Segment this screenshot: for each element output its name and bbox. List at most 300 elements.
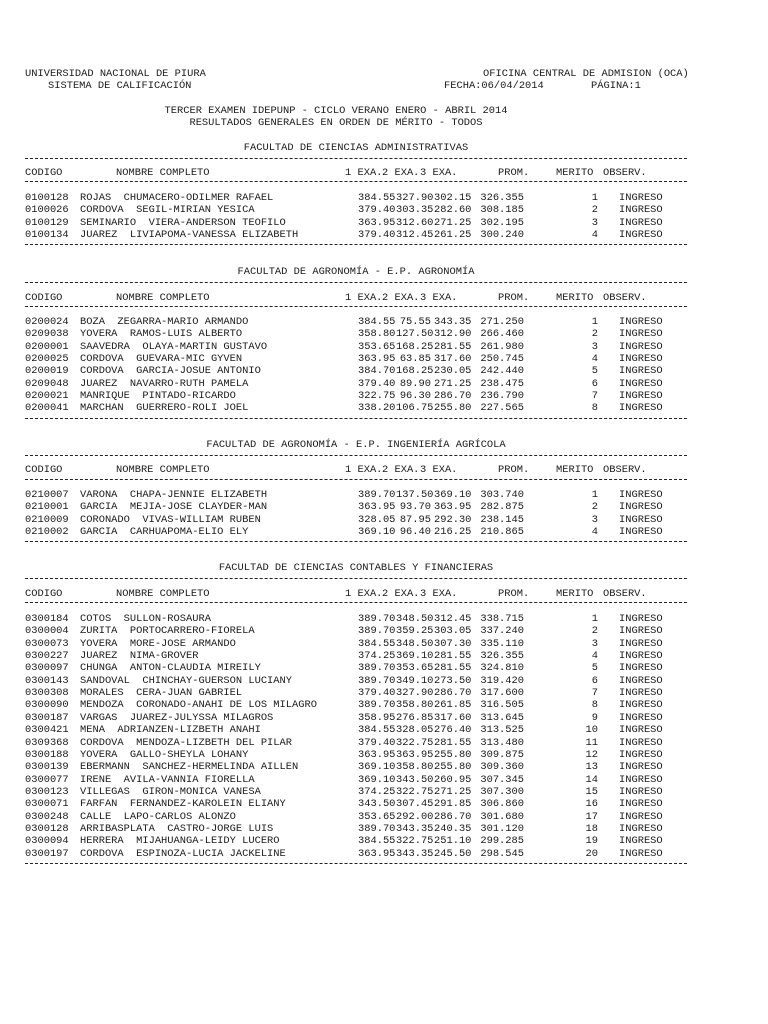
cell-name: GARCIA CARHUAPOMA-ELIO ELY bbox=[80, 526, 249, 539]
cell-e1: 363.95 bbox=[358, 748, 396, 761]
cell-name: HERRERA MIJAHUANGA-LEIDY LUCERO bbox=[80, 835, 280, 848]
cell-observ: INGRESO bbox=[619, 847, 663, 860]
column-header-e3: 3 EXA. bbox=[420, 588, 458, 600]
cell-e1: 379.40 bbox=[358, 204, 396, 217]
cell-code: 0300188 bbox=[25, 748, 69, 761]
cell-prom: 313.525 bbox=[480, 724, 524, 737]
cell-e3: 260.95 bbox=[434, 773, 472, 786]
cell-e3: 255.80 bbox=[434, 402, 472, 415]
cell-e3: 286.70 bbox=[434, 810, 472, 823]
cell-e3: 281.55 bbox=[434, 736, 472, 749]
cell-e2: 349.10 bbox=[396, 674, 434, 687]
cell-name: MORALES CERA-JUAN GABRIEL bbox=[80, 687, 243, 700]
cell-e2: 127.50 bbox=[396, 328, 434, 341]
cell-merito: 3 bbox=[591, 216, 598, 229]
cell-name: SAAVEDRA OLAYA-MARTIN GUSTAVO bbox=[80, 340, 268, 353]
cell-observ: INGRESO bbox=[619, 798, 663, 811]
cell-e1: 379.40 bbox=[358, 377, 396, 390]
cell-code: 0309368 bbox=[25, 736, 69, 749]
cell-e3: 281.55 bbox=[434, 340, 472, 353]
cell-e1: 384.70 bbox=[358, 365, 396, 378]
cell-prom: 250.745 bbox=[480, 353, 524, 366]
cell-merito: 2 bbox=[591, 501, 598, 514]
faculty-title: FACULTAD DE CIENCIAS CONTABLES Y FINANCIERAS bbox=[218, 562, 494, 574]
cell-observ: INGRESO bbox=[619, 613, 663, 625]
cell-observ: INGRESO bbox=[619, 748, 663, 761]
cell-e2: 359.25 bbox=[396, 625, 434, 638]
results-title: RESULTADOS GENERALES EN ORDEN DE MÉRITO - TODOS bbox=[189, 117, 483, 129]
cell-e2: 322.75 bbox=[396, 835, 434, 848]
cell-merito: 15 bbox=[585, 785, 598, 798]
cell-name: YOVERA RAMOS-LUIS ALBERTO bbox=[80, 328, 243, 341]
cell-e3: 307.30 bbox=[434, 637, 472, 650]
cell-code: 0209048 bbox=[25, 377, 69, 390]
cell-observ: INGRESO bbox=[619, 328, 663, 341]
cell-prom: 271.250 bbox=[480, 316, 524, 328]
cell-e1: 363.95 bbox=[358, 353, 396, 366]
dashed-divider bbox=[25, 578, 687, 579]
table-row bbox=[25, 625, 687, 637]
cell-e2: 75.55 bbox=[399, 316, 431, 328]
cell-prom: 302.195 bbox=[480, 216, 524, 229]
cell-code: 0300197 bbox=[25, 847, 69, 860]
cell-name: CALLE LAPO-CARLOS ALONZO bbox=[80, 810, 236, 823]
cell-merito: 2 bbox=[591, 328, 598, 341]
cell-name: CORONADO VIVAS-WILLIAM RUBEN bbox=[80, 513, 261, 526]
table-row bbox=[25, 217, 687, 229]
column-header-prom: PROM. bbox=[498, 464, 530, 476]
cell-e2: 168.25 bbox=[396, 365, 434, 378]
cell-e3: 276.40 bbox=[434, 724, 472, 737]
cell-merito: 9 bbox=[591, 711, 598, 724]
dashed-divider bbox=[25, 244, 687, 245]
cell-e1: 379.40 bbox=[358, 687, 396, 700]
dashed-divider bbox=[25, 306, 687, 307]
cell-observ: INGRESO bbox=[619, 192, 663, 204]
cell-e3: 255.80 bbox=[434, 761, 472, 774]
cell-prom: 266.460 bbox=[480, 328, 524, 341]
cell-e1: 374.25 bbox=[358, 785, 396, 798]
cell-e2: 96.30 bbox=[399, 390, 431, 403]
cell-code: 0300071 bbox=[25, 798, 69, 811]
cell-observ: INGRESO bbox=[619, 650, 663, 663]
cell-e2: 348.50 bbox=[396, 637, 434, 650]
dashed-divider bbox=[25, 181, 687, 182]
column-header-observ: OBSERV. bbox=[603, 464, 647, 476]
cell-code: 0100026 bbox=[25, 204, 69, 217]
cell-prom: 307.300 bbox=[480, 785, 524, 798]
cell-code: 0200041 bbox=[25, 402, 69, 415]
cell-e3: 230.05 bbox=[434, 365, 472, 378]
cell-e3: 261.25 bbox=[434, 229, 472, 242]
cell-merito: 1 bbox=[591, 489, 598, 501]
dashed-divider bbox=[25, 158, 687, 159]
cell-code: 0300073 bbox=[25, 637, 69, 650]
cell-merito: 11 bbox=[585, 736, 598, 749]
cell-observ: INGRESO bbox=[619, 810, 663, 823]
table-row bbox=[25, 489, 687, 501]
cell-name: MANRIQUE PINTADO-RICARDO bbox=[80, 390, 236, 403]
table-row bbox=[25, 526, 687, 538]
cell-merito: 6 bbox=[591, 377, 598, 390]
cell-prom: 307.345 bbox=[480, 773, 524, 786]
table-row bbox=[25, 662, 687, 674]
cell-observ: INGRESO bbox=[619, 365, 663, 378]
cell-code: 0300187 bbox=[25, 711, 69, 724]
cell-code: 0200025 bbox=[25, 353, 69, 366]
cell-prom: 236.790 bbox=[480, 390, 524, 403]
cell-code: 0300308 bbox=[25, 687, 69, 700]
cell-prom: 210.865 bbox=[480, 526, 524, 539]
column-header-e3: 3 EXA. bbox=[420, 292, 458, 304]
cell-merito: 4 bbox=[591, 526, 598, 539]
cell-merito: 5 bbox=[591, 365, 598, 378]
table-row bbox=[25, 650, 687, 662]
cell-prom: 282.875 bbox=[480, 501, 524, 514]
cell-e2: 327.90 bbox=[396, 687, 434, 700]
cell-e2: 307.45 bbox=[396, 798, 434, 811]
table-row bbox=[25, 774, 687, 786]
cell-e2: 276.85 bbox=[396, 711, 434, 724]
column-header-observ: OBSERV. bbox=[603, 292, 647, 304]
cell-observ: INGRESO bbox=[619, 353, 663, 366]
cell-e2: 358.80 bbox=[396, 699, 434, 712]
cell-e1: 379.40 bbox=[358, 736, 396, 749]
dashed-divider bbox=[25, 418, 687, 419]
cell-e2: 343.35 bbox=[396, 822, 434, 835]
cell-e3: 303.05 bbox=[434, 625, 472, 638]
cell-e3: 271.25 bbox=[434, 377, 472, 390]
cell-prom: 238.475 bbox=[480, 377, 524, 390]
cell-e3: 240.35 bbox=[434, 822, 472, 835]
table-row bbox=[25, 687, 687, 699]
cell-merito: 3 bbox=[591, 513, 598, 526]
cell-e1: 389.70 bbox=[358, 699, 396, 712]
cell-code: 0210009 bbox=[25, 513, 69, 526]
cell-e3: 271.25 bbox=[434, 216, 472, 229]
cell-merito: 20 bbox=[585, 847, 598, 860]
cell-merito: 18 bbox=[585, 822, 598, 835]
column-header-prom: PROM. bbox=[498, 292, 530, 304]
cell-e2: 312.60 bbox=[396, 216, 434, 229]
university-name: UNIVERSIDAD NACIONAL DE PIURA bbox=[25, 68, 206, 80]
cell-observ: INGRESO bbox=[619, 501, 663, 514]
cell-observ: INGRESO bbox=[619, 229, 663, 242]
cell-merito: 8 bbox=[591, 699, 598, 712]
cell-e2: 292.00 bbox=[396, 810, 434, 823]
cell-e2: 322.75 bbox=[396, 736, 434, 749]
cell-prom: 308.185 bbox=[480, 204, 524, 217]
column-header-e3: 3 EXA. bbox=[420, 464, 458, 476]
cell-e3: 216.25 bbox=[434, 526, 472, 539]
cell-observ: INGRESO bbox=[619, 377, 663, 390]
column-header-merito: MERITO bbox=[556, 292, 594, 304]
table-row bbox=[25, 835, 687, 847]
table-row bbox=[25, 798, 687, 810]
cell-merito: 13 bbox=[585, 761, 598, 774]
cell-prom: 309.875 bbox=[480, 748, 524, 761]
office-name: OFICINA CENTRAL DE ADMISION (OCA) bbox=[483, 68, 689, 80]
cell-observ: INGRESO bbox=[619, 687, 663, 700]
column-header-e2: 2 EXA. bbox=[382, 464, 420, 476]
cell-prom: 319.420 bbox=[480, 674, 524, 687]
column-header-prom: PROM. bbox=[498, 167, 530, 179]
table-row bbox=[25, 341, 687, 353]
cell-e2: 63.85 bbox=[399, 353, 431, 366]
cell-e1: 343.50 bbox=[358, 798, 396, 811]
column-header-e2: 2 EXA. bbox=[382, 292, 420, 304]
cell-observ: INGRESO bbox=[619, 390, 663, 403]
cell-e1: 353.65 bbox=[358, 340, 396, 353]
cell-code: 0200021 bbox=[25, 390, 69, 403]
cell-e3: 286.70 bbox=[434, 687, 472, 700]
cell-name: MENA ADRIANZEN-LIZBETH ANAHI bbox=[80, 724, 261, 737]
cell-name: CHUNGA ANTON-CLAUDIA MIREILY bbox=[80, 662, 261, 675]
cell-e2: 363.95 bbox=[396, 748, 434, 761]
cell-e1: 374.25 bbox=[358, 650, 396, 663]
cell-e2: 137.50 bbox=[396, 489, 434, 501]
cell-e2: 369.10 bbox=[396, 650, 434, 663]
column-header-e1: 1 EXA. bbox=[345, 464, 383, 476]
cell-name: ARRIBASPLATA CASTRO-JORGE LUIS bbox=[80, 822, 274, 835]
table-row bbox=[25, 378, 687, 390]
cell-code: 0200001 bbox=[25, 340, 69, 353]
cell-e1: 363.95 bbox=[358, 501, 396, 514]
cell-merito: 8 bbox=[591, 402, 598, 415]
cell-name: FARFAN FERNANDEZ-KAROLEIN ELIANY bbox=[80, 798, 286, 811]
table-row bbox=[25, 699, 687, 711]
cell-prom: 337.240 bbox=[480, 625, 524, 638]
cell-e1: 389.70 bbox=[358, 674, 396, 687]
cell-observ: INGRESO bbox=[619, 402, 663, 415]
cell-observ: INGRESO bbox=[619, 489, 663, 501]
cell-code: 0300094 bbox=[25, 835, 69, 848]
cell-observ: INGRESO bbox=[619, 724, 663, 737]
dashed-divider bbox=[25, 541, 687, 542]
cell-e2: 89.90 bbox=[399, 377, 431, 390]
cell-e3: 312.90 bbox=[434, 328, 472, 341]
cell-e1: 384.55 bbox=[358, 316, 396, 328]
cell-e1: 369.10 bbox=[358, 526, 396, 539]
cell-name: BOZA ZEGARRA-MARIO ARMANDO bbox=[80, 316, 249, 328]
table-row bbox=[25, 749, 687, 761]
cell-name: MARCHAN GUERRERO-ROLI JOEL bbox=[80, 402, 249, 415]
cell-code: 0210007 bbox=[25, 489, 69, 501]
cell-prom: 299.285 bbox=[480, 835, 524, 848]
faculty-title: FACULTAD DE CIENCIAS ADMINISTRATIVAS bbox=[243, 142, 469, 154]
cell-observ: INGRESO bbox=[619, 216, 663, 229]
cell-observ: INGRESO bbox=[619, 736, 663, 749]
cell-merito: 4 bbox=[591, 229, 598, 242]
table-row bbox=[25, 501, 687, 513]
report-date: FECHA:06/04/2014 bbox=[444, 80, 544, 92]
cell-merito: 1 bbox=[591, 613, 598, 625]
cell-prom: 317.600 bbox=[480, 687, 524, 700]
cell-e3: 282.60 bbox=[434, 204, 472, 217]
cell-merito: 17 bbox=[585, 810, 598, 823]
cell-e3: 312.45 bbox=[434, 613, 472, 625]
cell-prom: 238.145 bbox=[480, 513, 524, 526]
cell-e2: 168.25 bbox=[396, 340, 434, 353]
table-row bbox=[25, 811, 687, 823]
cell-e1: 389.70 bbox=[358, 613, 396, 625]
cell-e3: 343.35 bbox=[434, 316, 472, 328]
cell-e1: 353.65 bbox=[358, 810, 396, 823]
cell-name: CORDOVA ESPINOZA-LUCIA JACKELINE bbox=[80, 847, 286, 860]
cell-prom: 227.565 bbox=[480, 402, 524, 415]
cell-observ: INGRESO bbox=[619, 711, 663, 724]
cell-code: 0300004 bbox=[25, 625, 69, 638]
cell-observ: INGRESO bbox=[619, 526, 663, 539]
cell-name: VARONA CHAPA-JENNIE ELIZABETH bbox=[80, 489, 268, 501]
cell-observ: INGRESO bbox=[619, 662, 663, 675]
table-row bbox=[25, 192, 687, 204]
cell-e2: 358.80 bbox=[396, 761, 434, 774]
cell-e2: 343.50 bbox=[396, 773, 434, 786]
cell-e1: 384.55 bbox=[358, 724, 396, 737]
cell-name: CORDOVA SEGIL-MIRIAN YESICA bbox=[80, 204, 255, 217]
table-row bbox=[25, 204, 687, 216]
cell-name: MENDOZA CORONADO-ANAHI DE LOS MILAGRO bbox=[80, 699, 317, 712]
column-header-name: NOMBRE COMPLETO bbox=[116, 292, 210, 304]
cell-merito: 16 bbox=[585, 798, 598, 811]
cell-e1: 363.95 bbox=[358, 847, 396, 860]
table-row bbox=[25, 848, 687, 860]
cell-name: CORDOVA GUEVARA-MIC GYVEN bbox=[80, 353, 243, 366]
cell-observ: INGRESO bbox=[619, 340, 663, 353]
cell-e3: 363.95 bbox=[434, 501, 472, 514]
column-header-merito: MERITO bbox=[556, 464, 594, 476]
faculty-title: FACULTAD DE AGRONOMÍA - E.P. INGENIERÍA AGRÍCOLA bbox=[206, 439, 506, 451]
cell-e3: 369.10 bbox=[434, 489, 472, 501]
cell-e2: 106.75 bbox=[396, 402, 434, 415]
cell-name: VARGAS JUAREZ-JULYSSA MILAGROS bbox=[80, 711, 274, 724]
cell-e3: 255.80 bbox=[434, 748, 472, 761]
cell-name: JUAREZ NIMA-GROVER bbox=[80, 650, 199, 663]
cell-e3: 261.85 bbox=[434, 699, 472, 712]
cell-e3: 271.25 bbox=[434, 785, 472, 798]
table-row bbox=[25, 390, 687, 402]
cell-code: 0300139 bbox=[25, 761, 69, 774]
cell-code: 0300184 bbox=[25, 613, 69, 625]
column-header-code: CODIGO bbox=[25, 588, 63, 600]
cell-prom: 326.355 bbox=[480, 650, 524, 663]
cell-code: 0300248 bbox=[25, 810, 69, 823]
cell-name: COTOS SULLON-ROSAURA bbox=[80, 613, 211, 625]
dashed-divider bbox=[25, 455, 687, 456]
table-row bbox=[25, 724, 687, 736]
cell-code: 0200019 bbox=[25, 365, 69, 378]
cell-prom: 335.110 bbox=[480, 637, 524, 650]
cell-observ: INGRESO bbox=[619, 699, 663, 712]
cell-code: 0100129 bbox=[25, 216, 69, 229]
cell-merito: 1 bbox=[591, 316, 598, 328]
cell-e1: 389.70 bbox=[358, 822, 396, 835]
cell-e1: 369.10 bbox=[358, 773, 396, 786]
cell-name: GARCIA MEJIA-JOSE CLAYDER-MAN bbox=[80, 501, 268, 514]
cell-name: VILLEGAS GIRON-MONICA VANESA bbox=[80, 785, 261, 798]
cell-name: EBERMANN SANCHEZ-HERMELINDA AILLEN bbox=[80, 761, 299, 774]
cell-name: IRENE AVILA-VANNIA FIORELLA bbox=[80, 773, 255, 786]
table-row bbox=[25, 402, 687, 414]
column-header-code: CODIGO bbox=[25, 292, 63, 304]
cell-name: CORDOVA GARCIA-JOSUE ANTONIO bbox=[80, 365, 261, 378]
cell-e2: 96.40 bbox=[399, 526, 431, 539]
cell-observ: INGRESO bbox=[619, 773, 663, 786]
cell-observ: INGRESO bbox=[619, 835, 663, 848]
cell-name: ROJAS CHUMACERO-ODILMER RAFAEL bbox=[80, 192, 274, 204]
cell-e1: 363.95 bbox=[358, 216, 396, 229]
page-number: PÁGINA:1 bbox=[591, 80, 641, 92]
table-row bbox=[25, 823, 687, 835]
table-row bbox=[25, 328, 687, 340]
column-header-e3: 3 EXA. bbox=[420, 167, 458, 179]
cell-e1: 322.75 bbox=[358, 390, 396, 403]
cell-e3: 281.55 bbox=[434, 662, 472, 675]
cell-e1: 379.40 bbox=[358, 229, 396, 242]
cell-code: 0210002 bbox=[25, 526, 69, 539]
table-row bbox=[25, 365, 687, 377]
column-header-name: NOMBRE COMPLETO bbox=[116, 167, 210, 179]
cell-e1: 389.70 bbox=[358, 489, 396, 501]
column-header-code: CODIGO bbox=[25, 464, 63, 476]
column-header-name: NOMBRE COMPLETO bbox=[116, 464, 210, 476]
cell-prom: 309.360 bbox=[480, 761, 524, 774]
cell-observ: INGRESO bbox=[619, 637, 663, 650]
table-row bbox=[25, 712, 687, 724]
cell-e2: 348.50 bbox=[396, 613, 434, 625]
cell-code: 0100134 bbox=[25, 229, 69, 242]
cell-merito: 1 bbox=[591, 192, 598, 204]
cell-name: JUAREZ LIVIAPOMA-VANESSA ELIZABETH bbox=[80, 229, 299, 242]
cell-merito: 12 bbox=[585, 748, 598, 761]
cell-merito: 7 bbox=[591, 687, 598, 700]
column-header-e2: 2 EXA. bbox=[382, 588, 420, 600]
cell-prom: 300.240 bbox=[480, 229, 524, 242]
cell-e3: 286.70 bbox=[434, 390, 472, 403]
cell-merito: 7 bbox=[591, 390, 598, 403]
cell-prom: 313.480 bbox=[480, 736, 524, 749]
column-header-merito: MERITO bbox=[556, 588, 594, 600]
cell-e1: 369.10 bbox=[358, 761, 396, 774]
cell-name: YOVERA MORE-JOSE ARMANDO bbox=[80, 637, 236, 650]
cell-merito: 5 bbox=[591, 662, 598, 675]
cell-e1: 384.55 bbox=[358, 192, 396, 204]
table-row bbox=[25, 229, 687, 241]
cell-e2: 343.35 bbox=[396, 847, 434, 860]
table-row bbox=[25, 675, 687, 687]
cell-e2: 353.65 bbox=[396, 662, 434, 675]
cell-prom: 313.645 bbox=[480, 711, 524, 724]
cell-prom: 306.860 bbox=[480, 798, 524, 811]
cell-code: 0300128 bbox=[25, 822, 69, 835]
cell-e2: 87.95 bbox=[399, 513, 431, 526]
cell-observ: INGRESO bbox=[619, 204, 663, 217]
cell-prom: 301.680 bbox=[480, 810, 524, 823]
column-header-e1: 1 EXA. bbox=[345, 588, 383, 600]
cell-name: ZURITA PORTOCARRERO-FIORELA bbox=[80, 625, 255, 638]
column-header-name: NOMBRE COMPLETO bbox=[116, 588, 210, 600]
cell-observ: INGRESO bbox=[619, 785, 663, 798]
cell-code: 0210001 bbox=[25, 501, 69, 514]
cell-merito: 4 bbox=[591, 650, 598, 663]
cell-e1: 384.55 bbox=[358, 835, 396, 848]
exam-title: TERCER EXAMEN IDEPUNP - CICLO VERANO ENERO - ABRIL 2014 bbox=[164, 105, 508, 117]
cell-merito: 2 bbox=[591, 625, 598, 638]
cell-e3: 291.85 bbox=[434, 798, 472, 811]
table-row bbox=[25, 737, 687, 749]
dashed-divider bbox=[25, 282, 687, 283]
